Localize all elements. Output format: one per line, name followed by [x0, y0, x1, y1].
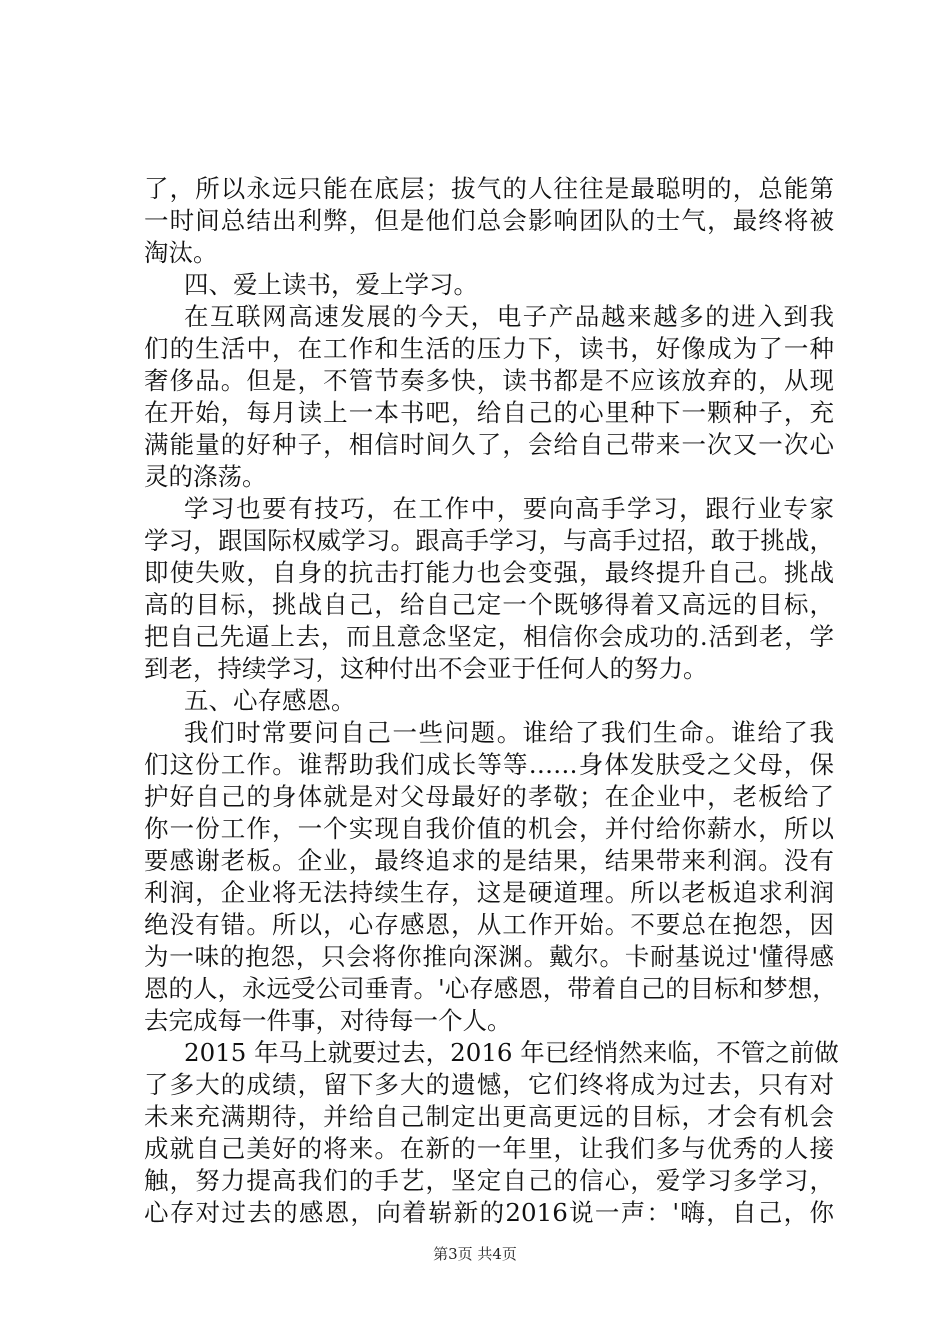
- text-line: 在互联网高速发展的今天，电子产品越来越多的进入到我: [184, 302, 834, 331]
- section-heading: 四、爱上读书，爱上学习。: [184, 270, 478, 299]
- section-heading: 五、心存感恩。: [184, 686, 356, 715]
- text-line: 在开始，每月读上一本书吧，给自己的心里种下一颗种子，充: [144, 398, 834, 427]
- text-line: 灵的涤荡。: [144, 462, 267, 491]
- text-line: 利润，企业将无法持续生存，这是硬道理。所以老板追求利润: [144, 878, 834, 907]
- text-line: 学习也要有技巧，在工作中，要向高手学习，跟行业专家: [184, 494, 834, 523]
- text-line: 未来充满期待，并给自己制定出更高更远的目标，才会有机会: [144, 1102, 834, 1131]
- text-line: 要感谢老板。企业，最终追求的是结果，结果带来利润。没有: [144, 846, 834, 875]
- text-line: 去完成每一件事，对待每一个人。: [144, 1006, 512, 1035]
- text-line: 们这份工作。谁帮助我们成长等等……身体发肤受之父母，保: [144, 750, 834, 779]
- text-line: 绝没有错。所以，心存感恩，从工作开始。不要总在抱怨，因: [144, 910, 834, 939]
- text-line: 为一味的抱怨，只会将你推向深渊。戴尔。卡耐基说过'懂得感: [144, 942, 834, 971]
- text-line: 学习，跟国际权威学习。跟高手学习，与高手过招，敢于挑战，: [144, 526, 834, 555]
- text-line: 了多大的成绩，留下多大的遗憾，它们终将成为过去，只有对: [144, 1070, 834, 1099]
- text-line: 即使失败，自身的抗击打能力也会变强，最终提升自己。挑战: [144, 558, 834, 587]
- text-line: 我们时常要问自己一些问题。谁给了我们生命。谁给了我: [184, 718, 834, 747]
- text-line: 到老，持续学习，这种付出不会亚于任何人的努力。: [144, 654, 708, 683]
- text-line: 护好自己的身体就是对父母最好的孝敬；在企业中，老板给了: [144, 782, 834, 811]
- text-line: 把自己先逼上去，而且意念坚定，相信你会成功的.活到老，学: [144, 622, 834, 651]
- text-line: 心存对过去的感恩，向着崭新的2016说一声：'嗨，自己，你: [144, 1198, 834, 1227]
- text-line: 触，努力提高我们的手艺，坚定自己的信心，爱学习多学习，: [144, 1166, 834, 1195]
- page-number-footer: 第3页 共4页: [433, 1245, 517, 1263]
- text-line: 恩的人，永远受公司垂青。'心存感恩，带着自己的目标和梦想，: [144, 974, 837, 1003]
- text-line: 了，所以永远只能在底层；拔气的人往往是最聪明的，总能第: [144, 174, 834, 203]
- text-line: 成就自己美好的将来。在新的一年里，让我们多与优秀的人接: [144, 1134, 834, 1163]
- text-line: 高的目标，挑战自己，给自己定一个既够得着又高远的目标，: [144, 590, 834, 619]
- text-line: 们的生活中，在工作和生活的压力下，读书，好像成为了一种: [144, 334, 834, 363]
- text-line: 淘汰。: [144, 238, 218, 267]
- text-line: 你一份工作，一个实现自我价值的机会，并付给你薪水，所以: [144, 814, 834, 843]
- text-line: 满能量的好种子，相信时间久了，会给自己带来一次又一次心: [144, 430, 834, 459]
- text-line: 奢侈品。但是，不管节奏多快，读书都是不应该放弃的，从现: [144, 366, 834, 395]
- text-line: 2015 年马上就要过去，2016 年已经悄然来临，不管之前做: [184, 1038, 839, 1067]
- text-line: 一时间总结出利弊，但是他们总会影响团队的士气，最终将被: [144, 206, 834, 235]
